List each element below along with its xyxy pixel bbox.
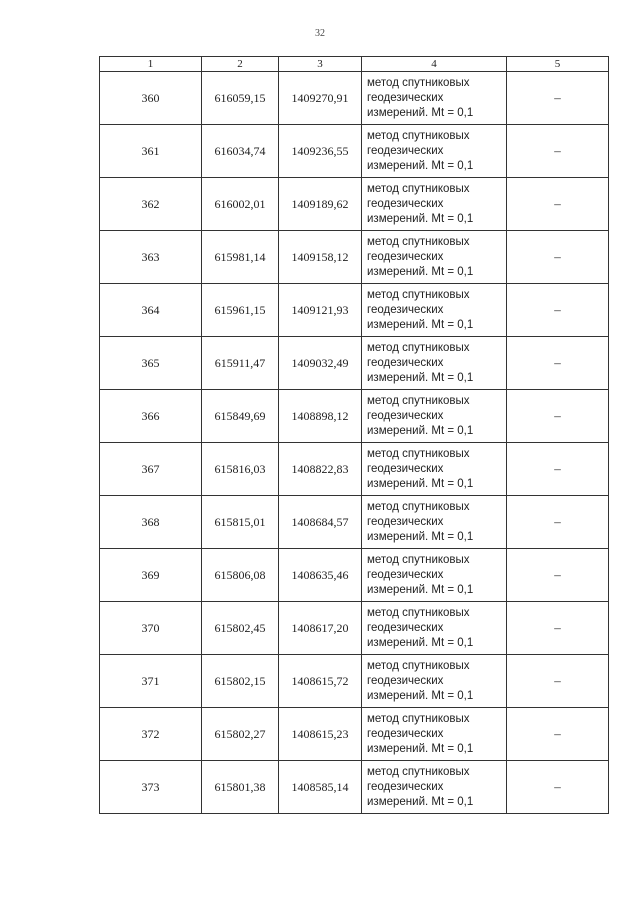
- table-row: [100, 178, 609, 231]
- method-line: метод спутниковых: [367, 129, 470, 142]
- method-line: измерений. Mt = 0,1: [367, 371, 474, 384]
- table-row: [100, 761, 609, 814]
- table-row: [100, 337, 609, 390]
- method-line: геодезических: [367, 780, 444, 793]
- point-number-cell: 369: [100, 549, 202, 602]
- y-coordinate-cell: 1409189,62: [279, 178, 362, 231]
- table-row: [100, 231, 609, 284]
- method-line: измерений. Mt = 0,1: [367, 318, 474, 331]
- point-number-cell: 371: [100, 655, 202, 708]
- method-cell: [362, 602, 507, 655]
- y-coordinate-cell: 1409121,93: [279, 284, 362, 337]
- y-coordinate-cell: 1409158,12: [279, 231, 362, 284]
- x-coordinate-cell: 615801,38: [202, 761, 279, 814]
- note-cell: –: [507, 72, 609, 125]
- method-line: геодезических: [367, 462, 444, 475]
- method-line: метод спутниковых: [367, 606, 470, 619]
- method-cell: [362, 284, 507, 337]
- method-line: метод спутниковых: [367, 553, 470, 566]
- method-line: метод спутниковых: [367, 341, 470, 354]
- point-number-cell: 372: [100, 708, 202, 761]
- method-line: метод спутниковых: [367, 235, 470, 248]
- method-cell: [362, 496, 507, 549]
- note-cell: –: [507, 125, 609, 178]
- note-cell: –: [507, 708, 609, 761]
- method-line: геодезических: [367, 674, 444, 687]
- method-line: метод спутниковых: [367, 447, 470, 460]
- point-number-cell: 366: [100, 390, 202, 443]
- note-cell: –: [507, 337, 609, 390]
- point-number-cell: 364: [100, 284, 202, 337]
- x-coordinate-cell: 615961,15: [202, 284, 279, 337]
- table-row: [100, 125, 609, 178]
- table-row: [100, 72, 609, 125]
- coordinates-table: [99, 56, 609, 814]
- x-coordinate-cell: 615816,03: [202, 443, 279, 496]
- method-line: метод спутниковых: [367, 659, 470, 672]
- x-coordinate-cell: 615849,69: [202, 390, 279, 443]
- note-cell: –: [507, 655, 609, 708]
- method-cell: [362, 549, 507, 602]
- note-cell: –: [507, 761, 609, 814]
- x-coordinate-cell: 616034,74: [202, 125, 279, 178]
- y-coordinate-cell: 1409270,91: [279, 72, 362, 125]
- x-coordinate-cell: 615806,08: [202, 549, 279, 602]
- x-coordinate-cell: 615802,45: [202, 602, 279, 655]
- method-cell: [362, 125, 507, 178]
- table-row: [100, 496, 609, 549]
- method-line: измерений. Mt = 0,1: [367, 530, 474, 543]
- method-line: геодезических: [367, 356, 444, 369]
- method-line: метод спутниковых: [367, 712, 470, 725]
- point-number-cell: 362: [100, 178, 202, 231]
- method-line: измерений. Mt = 0,1: [367, 265, 474, 278]
- method-cell: [362, 390, 507, 443]
- method-cell: [362, 72, 507, 125]
- method-line: геодезических: [367, 144, 444, 157]
- method-cell: [362, 443, 507, 496]
- y-coordinate-cell: 1408585,14: [279, 761, 362, 814]
- y-coordinate-cell: 1408684,57: [279, 496, 362, 549]
- header-col-2: 2: [202, 57, 279, 72]
- method-line: измерений. Mt = 0,1: [367, 795, 474, 808]
- note-cell: –: [507, 231, 609, 284]
- y-coordinate-cell: 1408615,72: [279, 655, 362, 708]
- point-number-cell: 370: [100, 602, 202, 655]
- method-line: измерений. Mt = 0,1: [367, 742, 474, 755]
- table-row: [100, 602, 609, 655]
- method-line: измерений. Mt = 0,1: [367, 424, 474, 437]
- method-cell: [362, 761, 507, 814]
- note-cell: –: [507, 178, 609, 231]
- y-coordinate-cell: 1408635,46: [279, 549, 362, 602]
- x-coordinate-cell: 615815,01: [202, 496, 279, 549]
- y-coordinate-cell: 1408898,12: [279, 390, 362, 443]
- method-line: геодезических: [367, 197, 444, 210]
- method-line: измерений. Mt = 0,1: [367, 212, 474, 225]
- table-header-row: [100, 57, 609, 72]
- method-line: геодезических: [367, 250, 444, 263]
- y-coordinate-cell: 1408822,83: [279, 443, 362, 496]
- note-cell: –: [507, 496, 609, 549]
- point-number-cell: 360: [100, 72, 202, 125]
- point-number-cell: 373: [100, 761, 202, 814]
- table-row: [100, 655, 609, 708]
- header-col-4: 4: [362, 57, 507, 72]
- y-coordinate-cell: 1409236,55: [279, 125, 362, 178]
- note-cell: –: [507, 549, 609, 602]
- method-line: геодезических: [367, 621, 444, 634]
- x-coordinate-cell: 615802,15: [202, 655, 279, 708]
- method-line: измерений. Mt = 0,1: [367, 477, 474, 490]
- note-cell: –: [507, 443, 609, 496]
- note-cell: –: [507, 390, 609, 443]
- method-cell: [362, 708, 507, 761]
- table-body: [100, 72, 609, 814]
- x-coordinate-cell: 615981,14: [202, 231, 279, 284]
- method-cell: [362, 337, 507, 390]
- method-line: метод спутниковых: [367, 288, 470, 301]
- point-number-cell: 363: [100, 231, 202, 284]
- method-line: геодезических: [367, 303, 444, 316]
- y-coordinate-cell: 1408617,20: [279, 602, 362, 655]
- method-line: геодезических: [367, 409, 444, 422]
- table-row: [100, 443, 609, 496]
- point-number-cell: 367: [100, 443, 202, 496]
- y-coordinate-cell: 1408615,23: [279, 708, 362, 761]
- note-cell: –: [507, 284, 609, 337]
- method-line: измерений. Mt = 0,1: [367, 583, 474, 596]
- method-line: измерений. Mt = 0,1: [367, 106, 474, 119]
- method-line: метод спутниковых: [367, 394, 470, 407]
- method-line: метод спутниковых: [367, 765, 470, 778]
- method-line: геодезических: [367, 515, 444, 528]
- method-cell: [362, 655, 507, 708]
- point-number-cell: 368: [100, 496, 202, 549]
- table-row: [100, 284, 609, 337]
- point-number-cell: 365: [100, 337, 202, 390]
- table-row: [100, 390, 609, 443]
- method-line: измерений. Mt = 0,1: [367, 159, 474, 172]
- x-coordinate-cell: 616059,15: [202, 72, 279, 125]
- x-coordinate-cell: 615802,27: [202, 708, 279, 761]
- y-coordinate-cell: 1409032,49: [279, 337, 362, 390]
- header-col-5: 5: [507, 57, 609, 72]
- method-line: геодезических: [367, 568, 444, 581]
- table-row: [100, 708, 609, 761]
- method-line: метод спутниковых: [367, 76, 470, 89]
- header-col-1: 1: [100, 57, 202, 72]
- method-line: измерений. Mt = 0,1: [367, 636, 474, 649]
- method-cell: [362, 178, 507, 231]
- method-cell: [362, 231, 507, 284]
- method-line: геодезических: [367, 91, 444, 104]
- method-line: метод спутниковых: [367, 182, 470, 195]
- method-line: измерений. Mt = 0,1: [367, 689, 474, 702]
- method-line: геодезических: [367, 727, 444, 740]
- header-col-3: 3: [279, 57, 362, 72]
- table-row: [100, 549, 609, 602]
- method-line: метод спутниковых: [367, 500, 470, 513]
- note-cell: –: [507, 602, 609, 655]
- x-coordinate-cell: 616002,01: [202, 178, 279, 231]
- page-number: 32: [315, 28, 325, 39]
- point-number-cell: 361: [100, 125, 202, 178]
- x-coordinate-cell: 615911,47: [202, 337, 279, 390]
